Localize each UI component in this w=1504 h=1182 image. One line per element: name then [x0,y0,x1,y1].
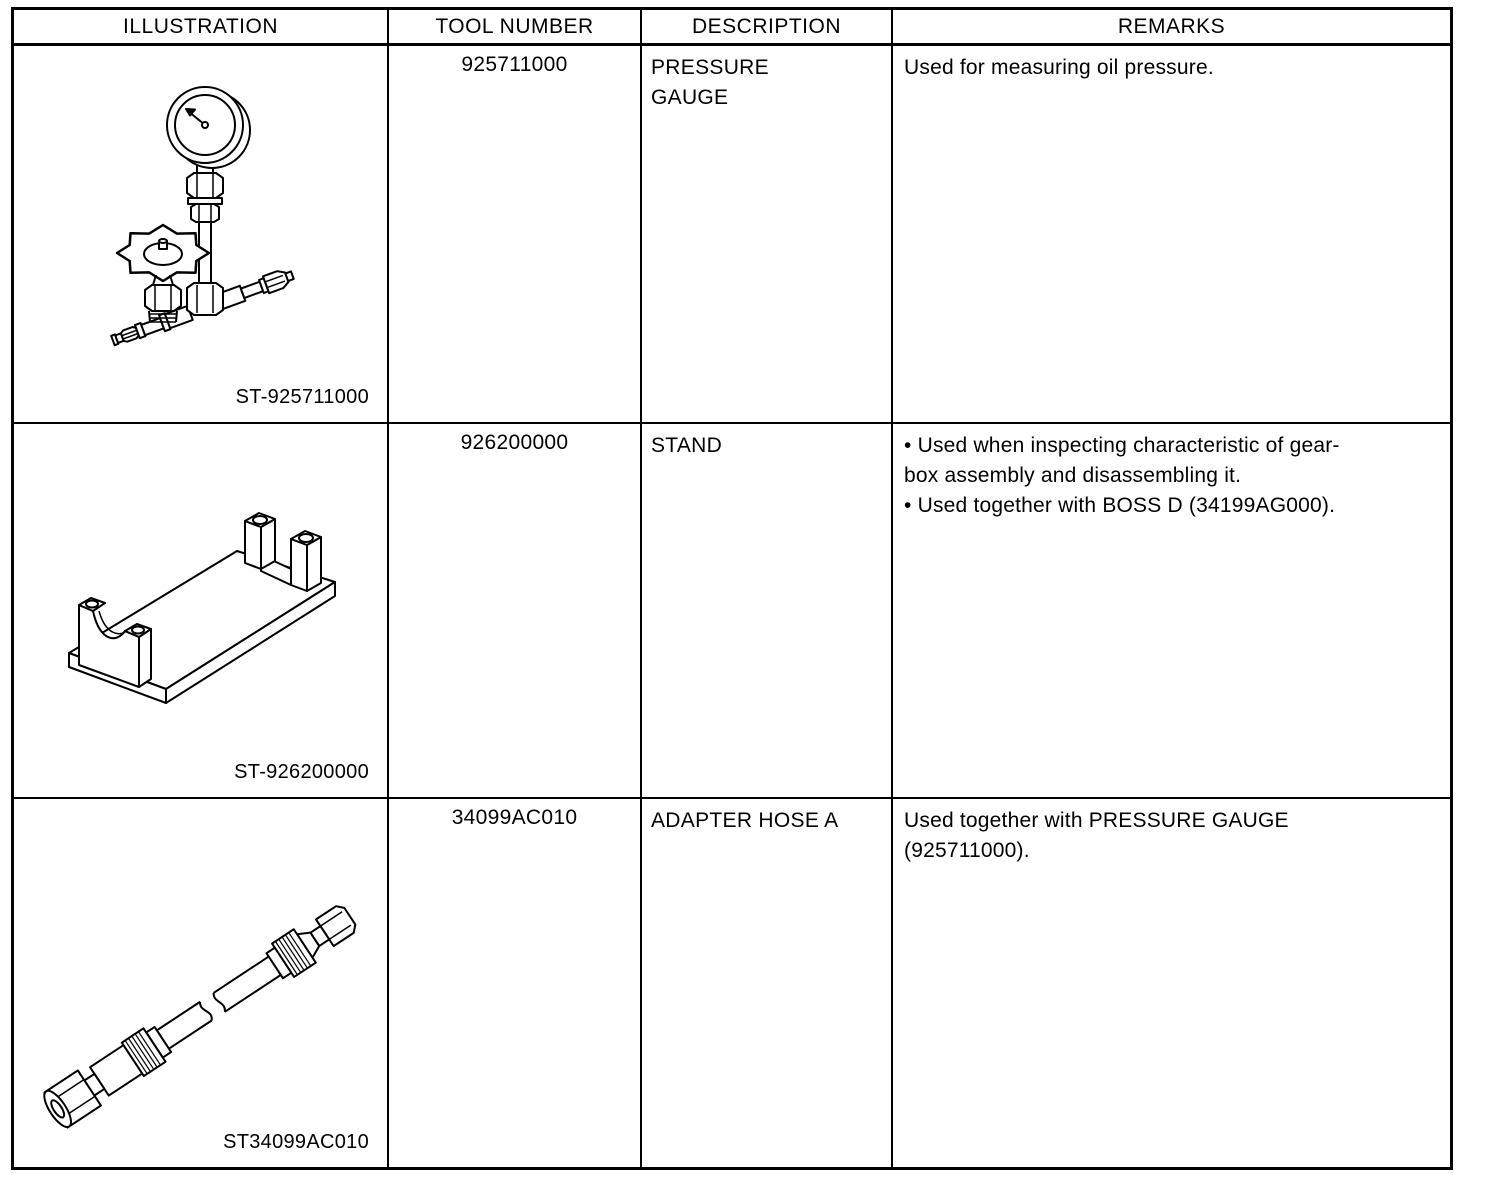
description-line: STAND [651,434,723,457]
illustration-cell-stand [14,424,389,799]
adapter-hose-illustration [42,878,372,1148]
description-cell [642,799,893,1167]
illustration-cell-pressure-gauge [14,46,389,424]
tool-number: 34099AC010 [451,806,578,829]
column-header-label: TOOL NUMBER [435,14,594,38]
description-cell [642,46,893,424]
remarks-cell [893,424,1450,799]
remarks-line: • Used together with BOSS D (34199AG000). [904,494,1336,517]
tool-caption: ST-926200000 [234,761,369,783]
description-line: PRESSURE [651,56,769,79]
illustration-cell-adapter-hose [14,799,389,1167]
remarks-line: • Used when inspecting characteristic of gear- [904,434,1340,457]
tool-number-cell [389,46,642,424]
description-line: ADAPTER HOSE A [651,809,839,832]
tool-number-cell [389,799,642,1167]
column-header-label: REMARKS [1117,14,1226,38]
stand-illustration [55,493,375,778]
tool-number: 926200000 [460,431,569,454]
remarks-cell [893,799,1450,1167]
column-header-label: DESCRIPTION [691,14,841,38]
remarks-line: box assembly and disassembling it. [904,464,1242,487]
column-header-illustration [14,10,389,46]
special-tools-table [11,7,1453,1170]
column-header-label: ILLUSTRATION [123,14,278,38]
description-cell [642,424,893,799]
remarks-line: Used for measuring oil pressure. [904,56,1214,79]
column-header-tool-number [389,10,642,46]
remarks-line: Used together with PRESSURE GAUGE [904,809,1289,832]
tool-number: 925711000 [461,53,568,76]
tool-caption: ST-925711000 [235,386,369,408]
column-header-remarks [893,10,1450,46]
pressure-gauge-illustration [103,85,345,365]
remarks-line: (925711000). [904,839,1030,862]
tool-caption: ST34099AC010 [223,1131,369,1153]
tool-number-cell [389,424,642,799]
description-line: GAUGE [651,86,729,109]
remarks-cell [893,46,1450,424]
column-header-description [642,10,893,46]
